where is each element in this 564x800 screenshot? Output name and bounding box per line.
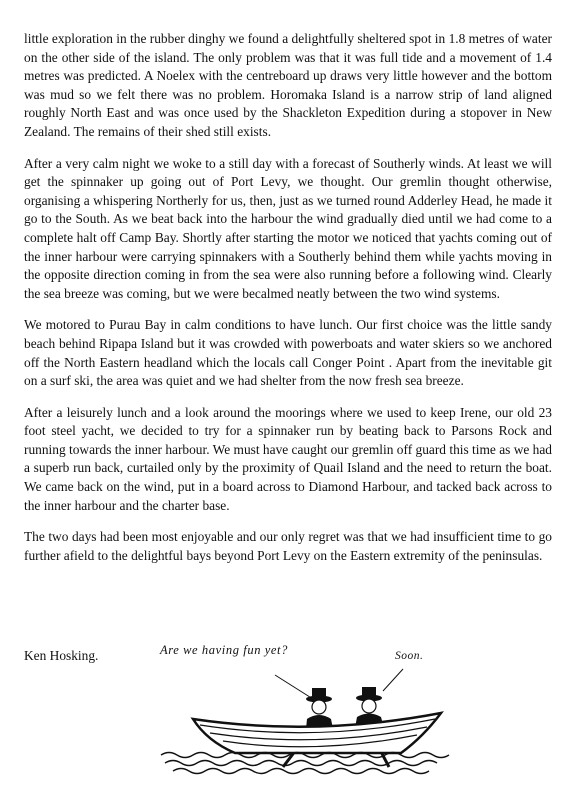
- paragraph-2: After a very calm night we woke to a still day with a forecast of Southerly winds. At least we will get the spinnaker up going out of Port Levy, we thought. Our gremlin thought otherwise, organising a whispering Northerly for us, then, just as we turned round Adderley Head, he made it go to the South. As we beat back into the harbour the wind gradually died until we had come to a complete halt off Camp Bay. Shortly after starting the motor we noticed that yachts coming out of the inner harbour were carrying spinnakers with a Southerly behind them while yachts moving in the opposite direction coming in from the sea were also running before a following wind. Clearly the sea breeze was coming, but we were becalmed neatly between the two wind systems.: [24, 155, 552, 301]
- author-signature: Ken Hosking.: [24, 648, 99, 663]
- cartoon-caption-right: Soon.: [395, 650, 424, 662]
- paragraph-5: The two days had been most enjoyable and our only regret was that we had insufficient time to go further afield to the delightful bays beyond Port Levy on the Eastern extremity of the peninsulas.: [24, 529, 552, 563]
- cartoon-caption-left: Are we having fun yet?: [160, 643, 288, 657]
- article-body: [24, 30, 552, 578]
- speech-pointer-left: [275, 675, 313, 699]
- speech-pointer-right: [383, 669, 403, 691]
- paragraph-1: little exploration in the rubber dinghy we found a delightfully sheltered spot in 1.8 metres of water on the other side of the island. The only problem was that it was full tide and a movement of 1.4 metres was predicted. A Noelex with the centreboard up draws very little however and the bottom was mud so we felt there was no problem. Horomaka Island is a narrow strip of land aligned roughly North East and was once used by the Shackleton Expedition during a stopover in New Zealand. The remains of their shed still exists.: [24, 31, 552, 139]
- paragraph-3: We motored to Purau Bay in calm conditions to have lunch. Our first choice was the little sandy beach behind Ripapa Island but it was crowded with powerboats and water skiers so we anchored off the North Eastern headland which the locals call Conger Point . Apart from the inevitable git on a surf ski, the area was quiet and we had shelter from the now fresh sea breeze.: [24, 317, 552, 389]
- water-waves: [161, 753, 449, 774]
- paragraph-4: After a leisurely lunch and a look around the moorings where we used to keep Irene, our old 23 foot steel yacht, we decided to try for a spinnaker run by beating back to Parsons Rock and running towards the inner harbour. We must have caught our gremlin off guard this time as we had a superb run back, curtailed only by the proximity of Quail Island and the need to return the boat. We came back on the wind, put in a board across to Diamond Harbour, and tacked back across to the inner harbour and the charter base.: [24, 404, 552, 513]
- rowboat-cartoon: [155, 655, 455, 775]
